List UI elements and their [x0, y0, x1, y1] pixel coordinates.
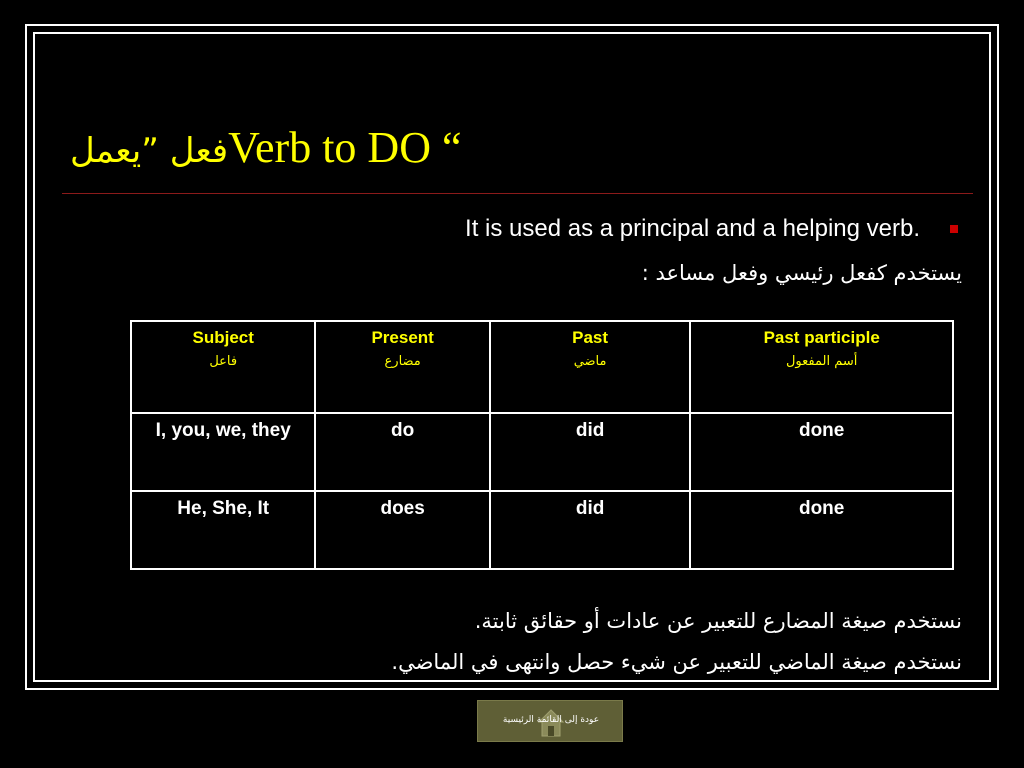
header-past: Past ماضي — [490, 321, 690, 413]
header-present: Present مضارع — [315, 321, 489, 413]
verb-conjugation-table — [130, 320, 954, 570]
table-row — [131, 413, 953, 491]
cell-present: does — [315, 491, 489, 569]
slide-title-arabic: فعل ”يعمل — [70, 131, 229, 171]
table-header-row — [131, 321, 953, 413]
title-divider — [62, 193, 973, 194]
header-past-participle: Past participle أسم المفعول — [690, 321, 953, 413]
header-subject-arabic: فاعل — [209, 354, 238, 369]
header-past-participle-arabic: أسم المفعول — [785, 354, 858, 369]
cell-past: did — [490, 413, 690, 491]
cell-subject: He, She, It — [131, 491, 315, 569]
header-past-arabic: ماضي — [573, 354, 607, 369]
bullet-arabic-text: يستخدم كفعل رئيسي وفعل مساعد : — [641, 261, 962, 285]
cell-past-participle: done — [690, 413, 953, 491]
header-present-arabic: مضارع — [384, 354, 421, 369]
slide-title — [70, 118, 462, 178]
table-row — [131, 491, 953, 569]
cell-subject: I, you, we, they — [131, 413, 315, 491]
bullet-square-icon — [950, 225, 958, 233]
cell-past: did — [490, 491, 690, 569]
note-past-arabic: نستخدم صيغة الماضي للتعبير عن شيء حصل وانتهى في الماضي. — [391, 650, 962, 674]
note-present-arabic: نستخدم صيغة المضارع للتعبير عن عادات أو حقائق ثابتة. — [474, 609, 962, 633]
cell-past-participle: done — [690, 491, 953, 569]
bullet-text: It is used as a principal and a helping verb. — [465, 215, 920, 242]
header-subject: Subject فاعل — [131, 321, 315, 413]
cell-present: do — [315, 413, 489, 491]
slide-title-english: Verb to DO “ — [228, 123, 462, 172]
home-menu-button[interactable] — [477, 700, 623, 742]
home-menu-label: عودة إلى القائمة الرئيسية — [502, 715, 600, 725]
